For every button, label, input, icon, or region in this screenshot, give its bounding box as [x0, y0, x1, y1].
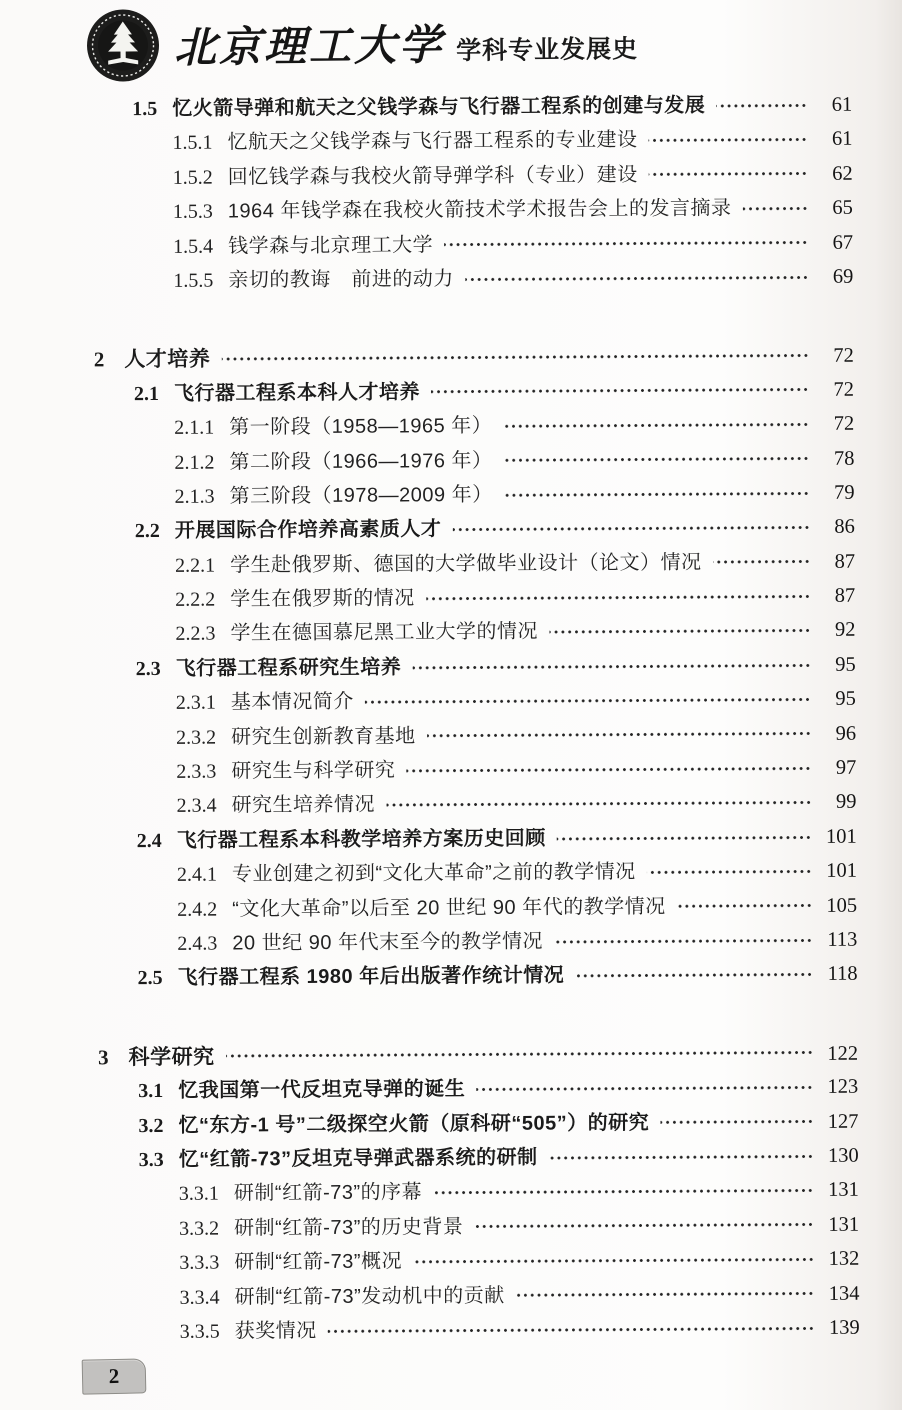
series-title: 学科专业发展史 [455, 35, 639, 66]
toc-entry [92, 122, 852, 161]
toc-entry [97, 888, 857, 927]
toc-entry-title: 飞行器工程系 1980 年后出版著作统计情况 [177, 964, 565, 990]
toc-entry [96, 682, 856, 721]
toc-entry-number: 3.3.5 [179, 1320, 220, 1343]
dotted-leader [549, 1152, 814, 1163]
toc-entry-title: 研究生与科学研究 [231, 759, 396, 783]
toc-entry-page: 87 [834, 584, 856, 607]
toc-entry-number: 3.1 [138, 1080, 164, 1103]
toc-entry-title: 忆火箭导弹和航天之父钱学森与飞行器工程系的创建与发展 [172, 94, 706, 120]
dotted-leader [713, 557, 811, 567]
toc-entry-page: 130 [827, 1144, 859, 1167]
toc-entry-page: 78 [833, 447, 855, 470]
dotted-leader [648, 135, 807, 145]
toc-entry-page: 131 [828, 1178, 859, 1202]
toc-entry [93, 191, 853, 230]
toc-entry [99, 1242, 859, 1281]
dotted-leader [386, 798, 812, 810]
toc-entry-page: 67 [832, 231, 854, 254]
toc-entry-title: 研制“红箭-73”发动机中的贡献 [234, 1284, 505, 1308]
toc-entry-number: 1.5.1 [172, 131, 213, 155]
toc-entry [100, 1311, 860, 1350]
toc-entry [94, 407, 854, 446]
toc-entry [99, 1173, 859, 1212]
dotted-leader [426, 592, 811, 603]
toc-list [92, 88, 860, 1350]
toc-entry-page: 127 [827, 1110, 859, 1133]
toc-entry [94, 372, 854, 411]
toc-entry-page: 134 [828, 1282, 860, 1305]
toc-entry-page: 113 [827, 928, 858, 951]
toc-entry-title: 忆“东方-1 号”二级探空火箭（原科研“505”）的研究 [178, 1111, 650, 1137]
toc-entry-title: 学生在德国慕尼黑工业大学的情况 [230, 621, 539, 645]
toc-entry-title: “文化大革命”以后至 20 世纪 90 年代的教学情况 [232, 895, 666, 921]
toc-entry-title: 第一阶段（1958—1965 年） [229, 415, 493, 439]
toc-entry-title: 开展国际合作培养高素质人才 [174, 518, 442, 543]
page-number-tab: 2 [82, 1358, 147, 1394]
toc-entry-number: 2.1.1 [174, 416, 215, 439]
toc-entry-number: 2.2 [134, 520, 160, 543]
dotted-leader [444, 238, 808, 249]
dotted-leader [575, 970, 812, 980]
university-name: 北京理工大学 [173, 23, 445, 72]
dotted-leader [516, 1289, 815, 1300]
toc-entry [95, 510, 855, 549]
toc-entry-title: 基本情况简介 [230, 690, 354, 714]
toc-entry [98, 1035, 858, 1074]
toc-entry-title: 学生赴俄罗斯、德国的大学做毕业设计（论文）情况 [229, 551, 702, 577]
toc-entry-number: 2.2.2 [175, 588, 216, 611]
toc-entry [93, 156, 853, 195]
toc-entry-title: 忆“红箭-73”反坦克导弹武器系统的研制 [178, 1146, 538, 1171]
toc-entry-page: 79 [834, 481, 855, 504]
dotted-leader [431, 385, 809, 396]
toc-entry [97, 819, 857, 858]
toc-entry-title: 1964 年钱学森在我校火箭技术学术报告会上的发言摘录 [227, 197, 732, 223]
toc-entry-title: 第三阶段（1978—2009 年） [229, 483, 493, 508]
toc-entry-page: 65 [832, 196, 853, 219]
toc-entry-number: 2.3.4 [176, 795, 217, 818]
toc-entry-title: 钱学森与北京理工大学 [228, 233, 434, 258]
toc-entry-number: 2.3 [135, 657, 161, 680]
dotted-leader [413, 1255, 814, 1266]
toc-entry-title: 获奖情况 [234, 1319, 317, 1343]
toc-entry-number: 1.5 [132, 97, 158, 121]
toc-entry-page: 95 [835, 653, 856, 676]
toc-entry [99, 1276, 859, 1315]
toc-entry-page: 132 [828, 1247, 860, 1270]
toc-entry [97, 957, 857, 996]
toc-entry-page: 92 [834, 619, 856, 642]
toc-entry-number: 3.3.4 [179, 1286, 220, 1309]
toc-entry-page: 123 [827, 1075, 859, 1099]
dotted-leader [452, 523, 810, 534]
toc-entry-title: 研制“红箭-73”的历史背景 [234, 1215, 464, 1240]
toc-entry-title: 亲切的教诲 前进的动力 [228, 268, 454, 292]
toc-entry-number: 2.1.3 [174, 485, 215, 508]
toc-entry [99, 1139, 859, 1178]
toc-entry-title: 研制“红箭-73”的序幕 [233, 1181, 423, 1205]
toc-entry [96, 751, 856, 790]
toc-entry-page: 61 [831, 93, 853, 116]
toc-entry [93, 225, 853, 264]
toc-entry [94, 338, 854, 377]
toc-entry-number: 3.3.1 [178, 1182, 219, 1206]
toc-entry [95, 613, 855, 652]
toc-entry-number: 1.5.3 [172, 200, 213, 224]
toc-entry [92, 88, 852, 127]
toc-entry-title: 学生在俄罗斯的情况 [230, 587, 415, 611]
dotted-leader [649, 169, 808, 179]
toc-entry-page: 99 [835, 791, 857, 814]
toc-entry [97, 923, 857, 962]
toc-entry-page: 118 [827, 963, 858, 986]
dotted-leader [742, 204, 807, 213]
dotted-leader [647, 867, 812, 877]
toc-entry-page: 105 [826, 894, 858, 917]
toc-entry-page: 139 [828, 1316, 860, 1339]
dotted-leader [328, 1324, 815, 1336]
toc-entry-page: 101 [825, 825, 857, 848]
toc-entry [96, 648, 856, 687]
toc-entry-number: 3 [97, 1045, 109, 1070]
toc-entry [94, 441, 854, 480]
book-header [86, 3, 639, 83]
toc-entry-number: 2.4.1 [176, 863, 218, 887]
toc-entry-number: 2.3.1 [175, 691, 216, 715]
toc-entry-page: 86 [834, 515, 855, 539]
toc-entry-page: 95 [835, 687, 856, 711]
toc-entry [96, 785, 856, 824]
toc-entry-title: 忆航天之父钱学森与飞行器工程系的专业建设 [227, 129, 638, 154]
toc-entry-title: 研制“红箭-73”概况 [234, 1250, 403, 1274]
toc-entry-title: 20 世纪 90 年代末至今的教学情况 [232, 930, 544, 955]
toc-entry-page: 96 [835, 722, 857, 745]
toc-entry-number: 2.3.3 [176, 760, 217, 783]
toc-entry-number: 2.1 [133, 382, 160, 405]
toc-entry-title: 忆我国第一代反坦克导弹的诞生 [178, 1078, 466, 1102]
toc-entry-number: 2 [93, 347, 105, 372]
toc-entry-number: 2.4.2 [177, 898, 218, 921]
toc-entry-number: 2.4.3 [177, 932, 218, 955]
toc-entry-title: 人才培养 [124, 347, 211, 372]
toc-entry-number: 2.1.2 [174, 451, 215, 474]
toc-entry-title: 研究生培养情况 [231, 794, 376, 817]
toc-entry-number: 3.2 [138, 1114, 164, 1137]
toc-entry [97, 854, 857, 893]
dotted-leader [503, 420, 809, 431]
toc-entry-title: 飞行器工程系研究生培养 [175, 656, 402, 680]
dotted-leader [221, 351, 809, 364]
toc-entry-page: 101 [826, 859, 858, 883]
toc-entry-page: 122 [827, 1042, 859, 1065]
toc-entry-title: 第二阶段（1966—1976 年） [229, 449, 493, 474]
dotted-leader [549, 626, 811, 637]
toc-entry [98, 1070, 858, 1109]
toc-entry-title: 专业创建之初到“文化大革命”之前的教学情况 [231, 861, 636, 886]
toc-entry-number: 3.3.2 [179, 1217, 220, 1240]
toc-entry-page: 87 [834, 550, 856, 573]
toc-entry [95, 579, 855, 618]
toc-entry-page: 72 [833, 412, 855, 435]
dotted-leader [427, 729, 812, 740]
dotted-leader [677, 901, 813, 911]
dotted-leader [465, 273, 809, 284]
toc-entry-page: 72 [833, 345, 854, 368]
dotted-leader [433, 1186, 814, 1197]
toc-entry-number: 1.5.5 [173, 269, 214, 292]
dotted-leader [412, 661, 811, 672]
toc-entry-title: 研究生创新教育基地 [231, 725, 416, 749]
toc-entry [95, 544, 855, 583]
university-seal-icon [86, 8, 161, 83]
toc-entry-title: 科学研究 [128, 1045, 215, 1069]
toc-entry-title: 飞行器工程系本科人才培养 [173, 381, 421, 405]
toc-entry-title: 回忆钱学森与我校火箭导弹学科（专业）建设 [227, 163, 638, 189]
toc-entry-number: 3.3.3 [179, 1251, 220, 1274]
toc-entry-number: 2.3.2 [176, 726, 217, 749]
toc-entry-number: 1.5.4 [173, 235, 214, 258]
toc-entry-title: 飞行器工程系本科教学培养方案历史回顾 [176, 827, 546, 852]
toc-entry-number: 2.2.1 [174, 554, 216, 577]
toc-entry [96, 716, 856, 755]
toc-entry-number: 1.5.2 [172, 166, 213, 189]
toc-entry-page: 62 [832, 162, 853, 185]
toc-entry-number: 2.2.3 [175, 623, 216, 646]
toc-entry-page: 131 [828, 1213, 860, 1236]
dotted-leader [476, 1083, 813, 1094]
toc-entry [99, 1207, 859, 1246]
toc-entry-page: 61 [831, 128, 853, 151]
dotted-leader [474, 1220, 814, 1231]
toc-entry-page: 97 [835, 756, 857, 779]
toc-entry-page: 72 [833, 378, 855, 401]
dotted-leader [504, 489, 810, 500]
toc-entry-page: 69 [832, 265, 854, 288]
dotted-leader [554, 936, 812, 947]
toc-entry-number: 2.4 [136, 829, 162, 852]
dotted-leader [226, 1048, 814, 1061]
toc-entry [95, 476, 855, 515]
dotted-leader [406, 764, 811, 775]
toc-entry [98, 1104, 858, 1143]
toc-entry-number: 2.5 [137, 967, 163, 990]
dotted-leader [716, 101, 807, 111]
dotted-leader [557, 832, 812, 843]
dotted-leader [503, 454, 809, 465]
dotted-leader [660, 1117, 813, 1127]
toc-entry-number: 3.3 [138, 1148, 164, 1172]
toc-entry [93, 260, 853, 299]
dotted-leader [365, 695, 811, 707]
